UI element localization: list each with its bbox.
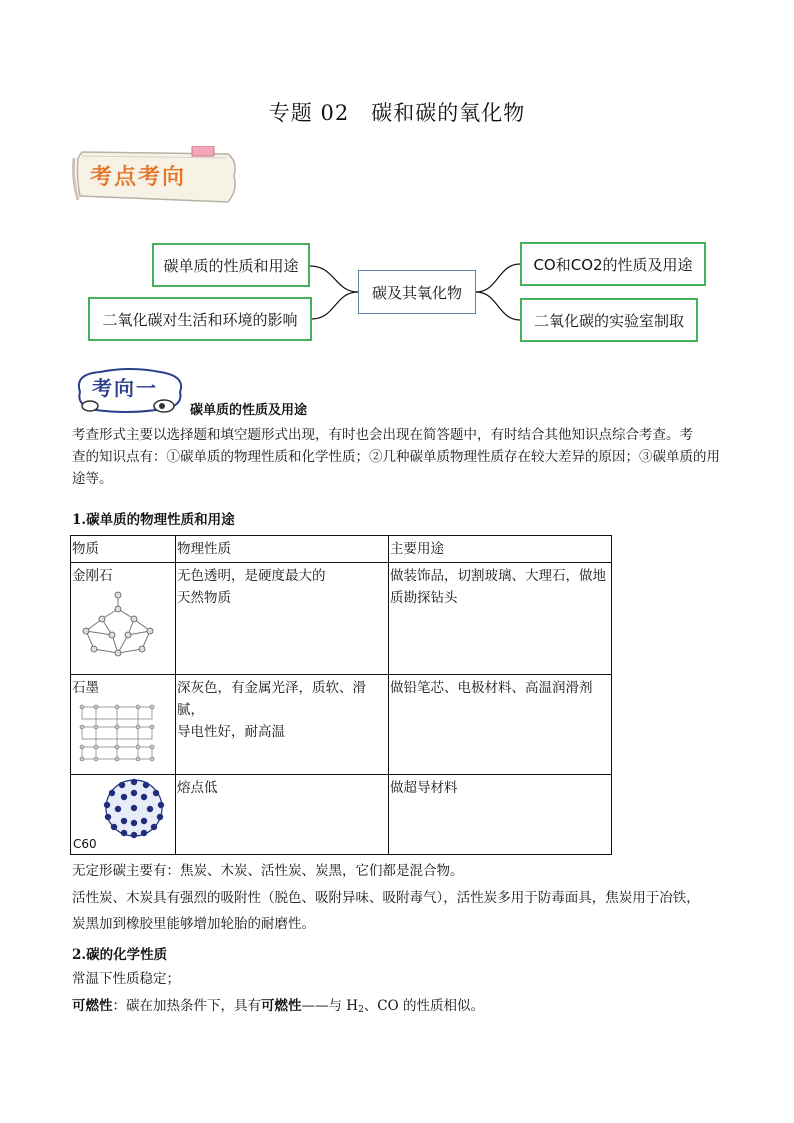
physical-text: 熔点低 — [177, 780, 218, 796]
text-segment: ：碳在加热条件下，具有 — [112, 998, 261, 1014]
intro-line-3: 途等。 — [72, 471, 113, 487]
table-row — [71, 775, 612, 855]
part2-heading: 2.碳的化学性质 — [72, 947, 168, 963]
banner-label: 考点考向 — [90, 165, 187, 190]
physical-text: 导电性好，耐高温 — [177, 724, 285, 740]
substance-name: 金刚石 — [72, 568, 113, 584]
intro-line-2: 查的知识点有：①碳单质的物理性质和化学性质；②几种碳单质物理性质存在较大差异的原因；③碳单质的用 — [72, 449, 720, 465]
cell-physical — [176, 775, 389, 855]
mindmap-node-co2-lab: 二氧化碳的实验室制取 — [520, 298, 698, 342]
text-segment: ——与 H — [301, 998, 359, 1014]
physical-text: 无色透明，是硬度最大的 — [177, 568, 326, 584]
diamond-structure-icon — [72, 587, 164, 665]
uses-text: 做超导材料 — [390, 780, 458, 796]
mindmap-center-node: 碳及其氧化物 — [358, 270, 476, 314]
cell-physical — [176, 675, 389, 775]
mindmap-node-co2-environment: 二氧化碳对生活和环境的影响 — [88, 297, 312, 341]
cell-substance — [71, 775, 176, 855]
uses-text: 质勘探钻头 — [390, 590, 458, 606]
table-row — [71, 563, 612, 675]
combustibility-line — [72, 995, 732, 1021]
mindmap-node-co-co2: CO和CO2的性质及用途 — [520, 242, 706, 286]
c60-structure-icon — [94, 777, 174, 839]
note-adsorption-line-1: 活性炭、木炭具有强烈的吸附性（脱色、吸附异味、吸附毒气），活性炭多用于防毒面具，焦炭用于冶铁， — [72, 890, 700, 906]
section-badge — [70, 366, 190, 414]
chem-stable-line: 常温下性质稳定； — [72, 971, 180, 987]
part1-heading: 1.碳单质的物理性质和用途 — [72, 512, 235, 528]
note-adsorption-line-2: 炭黑加到橡胶里能够增加轮胎的耐磨性。 — [72, 916, 315, 932]
section-heading: 碳单质的性质及用途 — [190, 403, 308, 418]
text-segment: 、CO 的性质相似。 — [363, 998, 485, 1014]
graphite-structure-icon — [72, 699, 164, 765]
cell-physical — [176, 563, 389, 675]
physical-text: 天然物质 — [177, 590, 231, 606]
cell-uses — [389, 563, 612, 675]
cell-uses — [389, 775, 612, 855]
cell-uses — [389, 675, 612, 775]
mindmap-node-carbon-elements: 碳单质的性质和用途 — [152, 243, 310, 287]
subscript: 2 — [358, 1005, 364, 1015]
carbon-properties-table — [70, 535, 612, 855]
table-row — [71, 675, 612, 775]
header-substance: 物质 — [71, 536, 176, 563]
physical-text: 深灰色，有金属光泽，质软、滑腻， — [177, 680, 366, 718]
uses-text: 做装饰品，切割玻璃、大理石，做地 — [390, 568, 606, 584]
note-amorphous-carbon: 无定形碳主要有：焦炭、木炭、活性炭、炭黑，它们都是混合物。 — [72, 863, 464, 879]
header-physical: 物理性质 — [176, 536, 389, 563]
cell-substance — [71, 675, 176, 775]
cell-substance — [71, 563, 176, 675]
substance-name: C60 — [73, 837, 97, 851]
substance-name: 石墨 — [72, 680, 99, 696]
table-header-row — [71, 536, 612, 563]
combustibility-label: 可燃性 — [72, 998, 113, 1014]
intro-line-1: 考查形式主要以选择题和填空题形式出现，有时也会出现在简答题中，有时结合其他知识点综合考查。考 — [72, 427, 693, 443]
uses-text: 做铅笔芯、电极材料、高温润滑剂 — [390, 680, 593, 696]
badge-label: 考向一 — [92, 376, 158, 400]
header-uses: 主要用途 — [389, 536, 612, 563]
combustibility-term: 可燃性 — [261, 998, 302, 1014]
topic-banner — [72, 146, 242, 208]
page-title: 专题 02 碳和碳的氧化物 — [268, 101, 526, 125]
